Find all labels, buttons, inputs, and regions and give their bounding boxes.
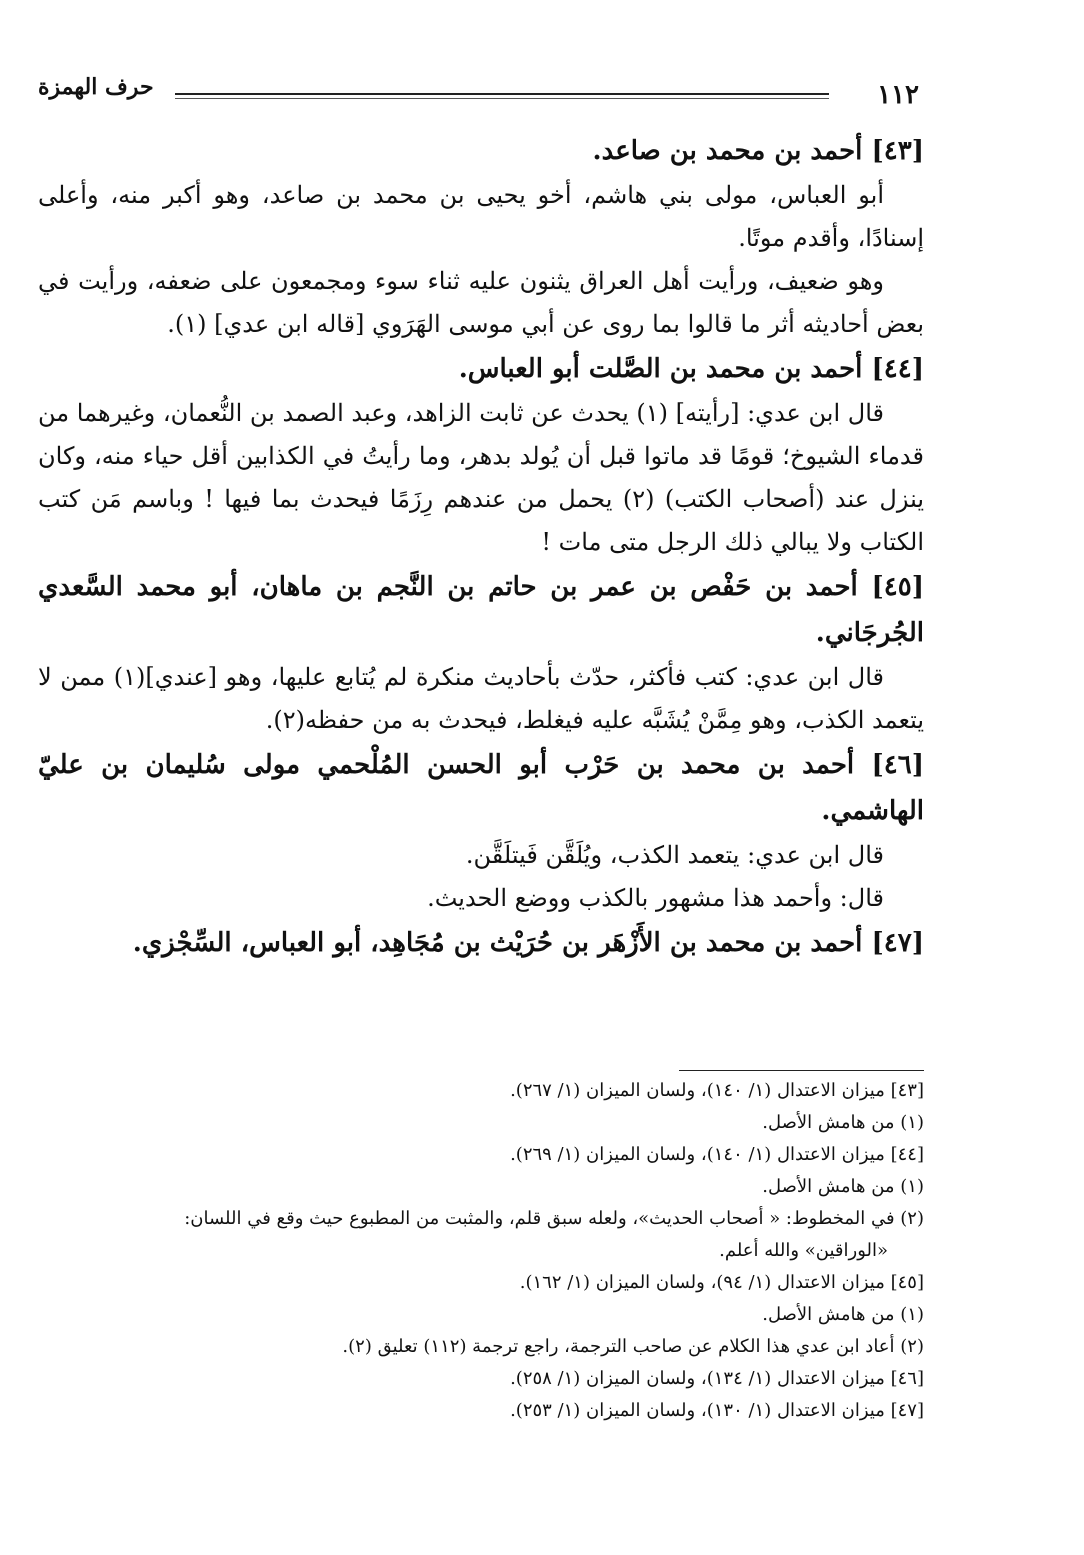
footnote-continuation: «الوراقين» والله أعلم. [719, 1240, 888, 1261]
footnote: [٤٧] ميزان الاعتدال (١/ ١٣٠)، ولسان الميزان (١/ ٢٥٣). [510, 1400, 924, 1421]
footnote-rule [679, 1070, 924, 1071]
entry-paragraph: قال ابن عدي: كتب فأكثر، حدّث بأحاديث منكرة لم يُتابع عليها، وهو [عندي](١) ممن لا يتعمد الكذب، وهو مِمَّنْ يُشَبَّه عليه فيغلط، فيحدث به من حفظه(٢). [38, 663, 924, 734]
footnote: [٤٣] ميزان الاعتدال (١/ ١٤٠)، ولسان الميزان (١/ ٢٦٧). [510, 1080, 924, 1101]
entry-paragraph: وهو ضعيف، ورأيت أهل العراق يثنون عليه ثناء سوء ومجمعون على ضعفه، ورأيت في بعض أحاديثه أثر ما قالوا بما روى عن أبي موسى الهَرَوي [قاله ابن عدي] (١). [38, 267, 924, 338]
footnote: [٤٥] ميزان الاعتدال (١/ ٩٤)، ولسان الميزان (١/ ١٦٢). [519, 1272, 924, 1293]
footnotes [38, 1075, 924, 1427]
page-number: ١١٢ [877, 80, 919, 110]
footnote: (٢) أعاد ابن عدي هذا الكلام عن صاحب الترجمة، راجع ترجمة (١١٢) تعليق (٢). [342, 1336, 924, 1357]
footnote: (١) من هامش الأصل. [762, 1304, 924, 1325]
entry-paragraph: قال ابن عدي: [رأيته] (١) يحدث عن ثابت الزاهد، وعبد الصمد بن النُّعمان، وغيرهما من قدماء الشيوخ؛ قومًا قد ماتوا قبل أن يُولد بدهر، وما رأيتُ في الكذابين أقل حياء منه، وكان ينزل عند (أصحاب الكتب) (٢) يحمل من عندهم رِزَمًا فيحدث بما فيها ! وباسم مَن كتب الكتاب ولا يبالي ذلك الرجل متى مات ! [38, 399, 925, 556]
header-rule [175, 93, 829, 95]
entry-paragraph: قال: وأحمد هذا مشهور بالكذب ووضع الحديث. [427, 884, 884, 912]
footnote: (١) من هامش الأصل. [762, 1112, 924, 1133]
entry-title: [٤٥] أحمد بن حَفْص بن عمر بن حاتم بن النَّجم بن ماهان، أبو محمد السَّعدي الجُرجَاني. [38, 572, 924, 648]
running-title: حرف الهمزة [38, 74, 154, 100]
entry-title: [٤٦] أحمد بن محمد بن حَرْب أبو الحسن المُلْحمي مولى سُليمان بن عليّ الهاشمي. [38, 750, 924, 826]
footnote: [٤٤] ميزان الاعتدال (١/ ١٤٠)، ولسان الميزان (١/ ٢٦٩). [510, 1144, 924, 1165]
footnote: [٤٦] ميزان الاعتدال (١/ ١٣٤)، ولسان الميزان (١/ ٢٥٨). [510, 1368, 924, 1389]
main-text [38, 128, 924, 966]
entry-title: [٤٣] أحمد بن محمد بن صاعد. [592, 136, 924, 166]
footnote: (٢) في المخطوط: « أصحاب الحديث»، ولعله سبق قلم، والمثبت من المطبوع حيث وقع في اللسان: [184, 1208, 924, 1229]
entry-paragraph: أبو العباس، مولى بني هاشم، أخو يحيى بن محمد بن صاعد، وهو أكبر منه، وأعلى إسنادًا، وأقدم موتًا. [38, 181, 924, 252]
entry-title: [٤٤] أحمد بن محمد بن الصَّلت أبو العباس. [458, 354, 924, 384]
entry-paragraph: قال ابن عدي: يتعمد الكذب، ويُلَقَّن فَيتلَقَّن. [465, 841, 884, 869]
footnote: (١) من هامش الأصل. [762, 1176, 924, 1197]
entry-title: [٤٧] أحمد بن محمد بن الأَزْهَر بن حُرَيْث بن مُجَاهِد، أبو العباس، السِّجْزي. [132, 928, 924, 958]
